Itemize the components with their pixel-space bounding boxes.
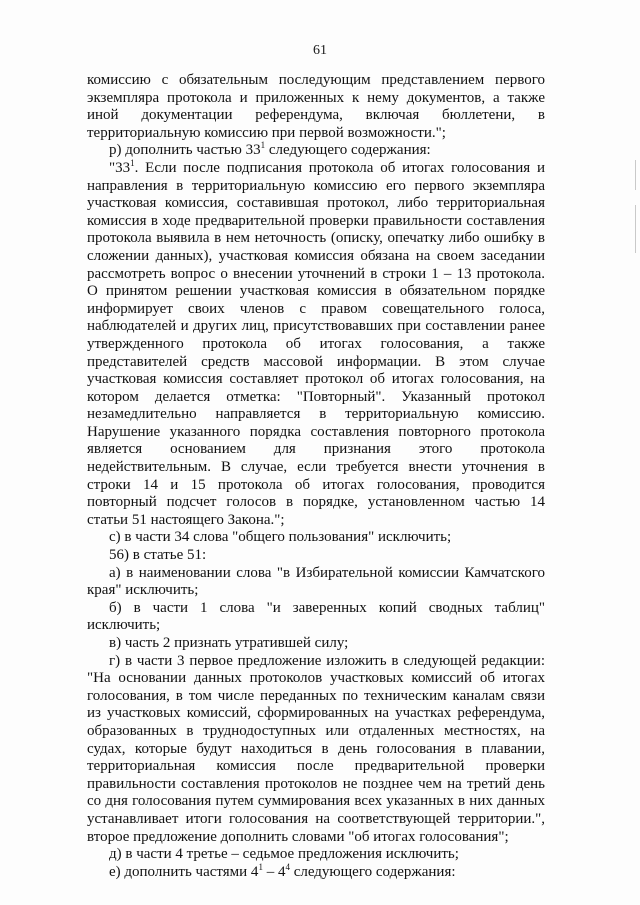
paragraph-text: а) в наименовании слова "в Избирательной комиссии Камчатского края" исключить; [87,564,545,599]
paragraph-text: д) в части 4 третье – седьмое предложения исключить; [109,846,459,863]
paragraph-text: р) дополнить частью 33 [109,142,261,159]
paragraph-text: г) в части 3 первое предложение изложить в следующей редакции: "На основании данных протоколов участковых комиссий об итогах голосования, в том числе переданных по техническим каналам связи из участковых комиссий, сформированных на участках референдума, образованных в труднодоступных или отдаленных местностях, на судах, которые будут находиться в день голосования в плавании, территориальная комиссия после предварительной проверки правильности составления протоколов не позднее чем на третий день со дня голосования путем суммирования всех указанных в них данных устанавливает итоги голосования на соответствующей территории.", второе предложение дополнить словами "об итогах голосования"; [87,652,545,845]
paragraph-text: с) в части 34 слова "общего пользования" исключить; [109,529,452,546]
paragraph-text: б) в части 1 слова "и заверенных копий сводных таблиц" исключить; [87,599,545,634]
paragraph-text: "33 [109,159,131,176]
paragraph-text: . Если после подписания протокола об итогах голосования и направления в территориальную комиссию его первого экземпляра участковая комиссия, составившая протокол, либо территориальная комиссия в ходе предварительной проверки правильности составления протокола выявила в нем неточность (описку, опечатку либо ошибку в сложении данных), участковая комиссия обязана на своем заседании рассмотреть вопрос о внесении уточнений в строки 1 – 13 протокола. О принятом решении участковая комиссия в обязательном порядке информирует своих членов с правом совещательного голоса, наблюдателей и других лиц, присутствовавших при составлении ранее утвержденного протокола об итогах голосования, а также представителей средств массовой информации. В этом случае участковая комиссия составляет протокол об итогах голосования, на котором делается отметка: "Повторный". Указанный протокол незамедлительно направляется в территориальную комиссию. Нарушение указанного порядка составления повторного протокола является основанием для признания этого протокола недействительным. В случае, если требуется внести уточнения в строки 14 и 15 протокола об итогах голосования, проводится повторный подсчет голосов в порядке, установленном частью 14 статьи 51 настоящего Закона."; [87,159,545,528]
scan-edge-mark [635,160,636,190]
page-body [87,72,545,881]
paragraph [87,157,545,529]
superscript: 1 [130,157,135,168]
paragraph [87,600,545,635]
superscript: 1 [260,140,266,151]
superscript: 4 [285,861,290,872]
paragraph-text: следующего содержания: [289,863,456,880]
paragraph-text: комиссию с обязательным последующим представлением первого экземпляра протокола и приложенных к нему документов, а также иной документации референдума, включая бюллетени, в территориальную комиссию при первой возможности."; [87,72,545,141]
superscript: 1 [258,861,263,872]
scan-edge-mark [635,205,636,253]
paragraph-text: 56) в статье 51: [109,547,207,564]
paragraph [87,547,545,565]
paragraph-text: следующего содержания: [265,142,431,159]
paragraph [87,142,545,160]
paragraph [87,565,545,600]
paragraph-text: в) часть 2 признать утратившей силу; [109,635,349,651]
paragraph [87,861,545,882]
paragraph-text: е) дополнить частями 4 [109,863,259,880]
paragraph [87,529,545,547]
paragraph [87,653,545,847]
paragraph-text: – 4 [262,863,286,880]
paragraph [87,846,545,864]
paragraph [87,635,545,653]
paragraph [87,72,545,142]
page-number: 61 [313,43,327,58]
